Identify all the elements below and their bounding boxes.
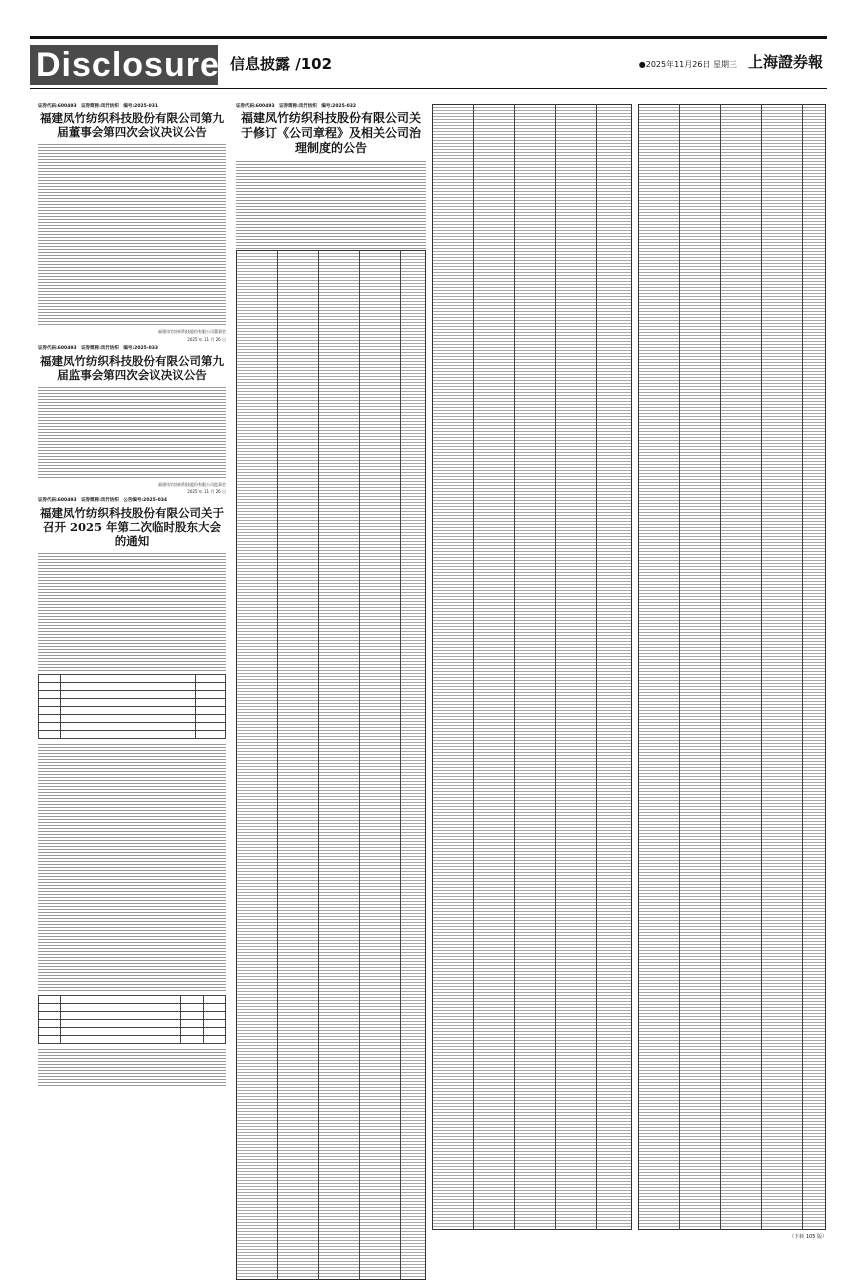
masthead-rule xyxy=(30,88,827,89)
article-meta: 证券代码:600493 证券简称:凤竹纺织 公告编号:2025-034 xyxy=(38,498,167,504)
section-title: 信息披露 /102 xyxy=(230,55,333,73)
article-body xyxy=(38,385,226,480)
amendment-table-continued xyxy=(432,104,632,1230)
signature-date: 2025 年 11 月 26 日 xyxy=(187,336,226,342)
article-title: 福建凤竹纺织科技股份有限公司第九届监事会第四次会议决议公告 xyxy=(40,353,224,382)
amendment-table xyxy=(236,250,426,1280)
masthead xyxy=(30,36,827,91)
article-body xyxy=(38,142,226,327)
issue-date: ●2025年11月26日 星期三 xyxy=(638,60,737,69)
article-meta: 证券代码:600493 证券简称:凤竹纺织 编号:2025-032 xyxy=(236,104,356,109)
article-body xyxy=(38,742,226,992)
column-1 xyxy=(38,104,226,1087)
amendment-table-continued xyxy=(638,104,826,1230)
article-body xyxy=(236,159,426,249)
signature-date: 2025 年 11 月 26 日 xyxy=(187,489,226,495)
column-2 xyxy=(236,104,426,249)
article-body xyxy=(38,1047,226,1087)
continued-note: （下转 105 版） xyxy=(789,1234,827,1240)
article-body xyxy=(38,551,226,671)
signature: 福建凤竹纺织科技股份有限公司董事会 xyxy=(158,329,226,335)
article-title: 福建凤竹纺织科技股份有限公司关于召开 2025 年第二次临时股东大会的通知 xyxy=(40,505,224,548)
disclosure-logo: Disclosure xyxy=(30,45,218,85)
article-meta: 证券代码:600493 证券简称:凤竹纺织 编号:2025-031 xyxy=(38,104,158,109)
article-title: 福建凤竹纺织科技股份有限公司第九届董事会第四次会议决议公告 xyxy=(40,111,224,140)
newspaper-name: 上海證券報 xyxy=(747,53,823,71)
article-meta: 证券代码:600493 证券简称:凤竹纺织 编号:2025-033 xyxy=(38,346,158,352)
signature: 福建凤竹纺织科技股份有限公司监事会 xyxy=(158,481,226,487)
authorization-table xyxy=(38,995,226,1044)
proposal-table xyxy=(38,674,226,739)
article-title: 福建凤竹纺织科技股份有限公司关于修订《公司章程》及相关公司治理制度的公告 xyxy=(240,111,421,156)
